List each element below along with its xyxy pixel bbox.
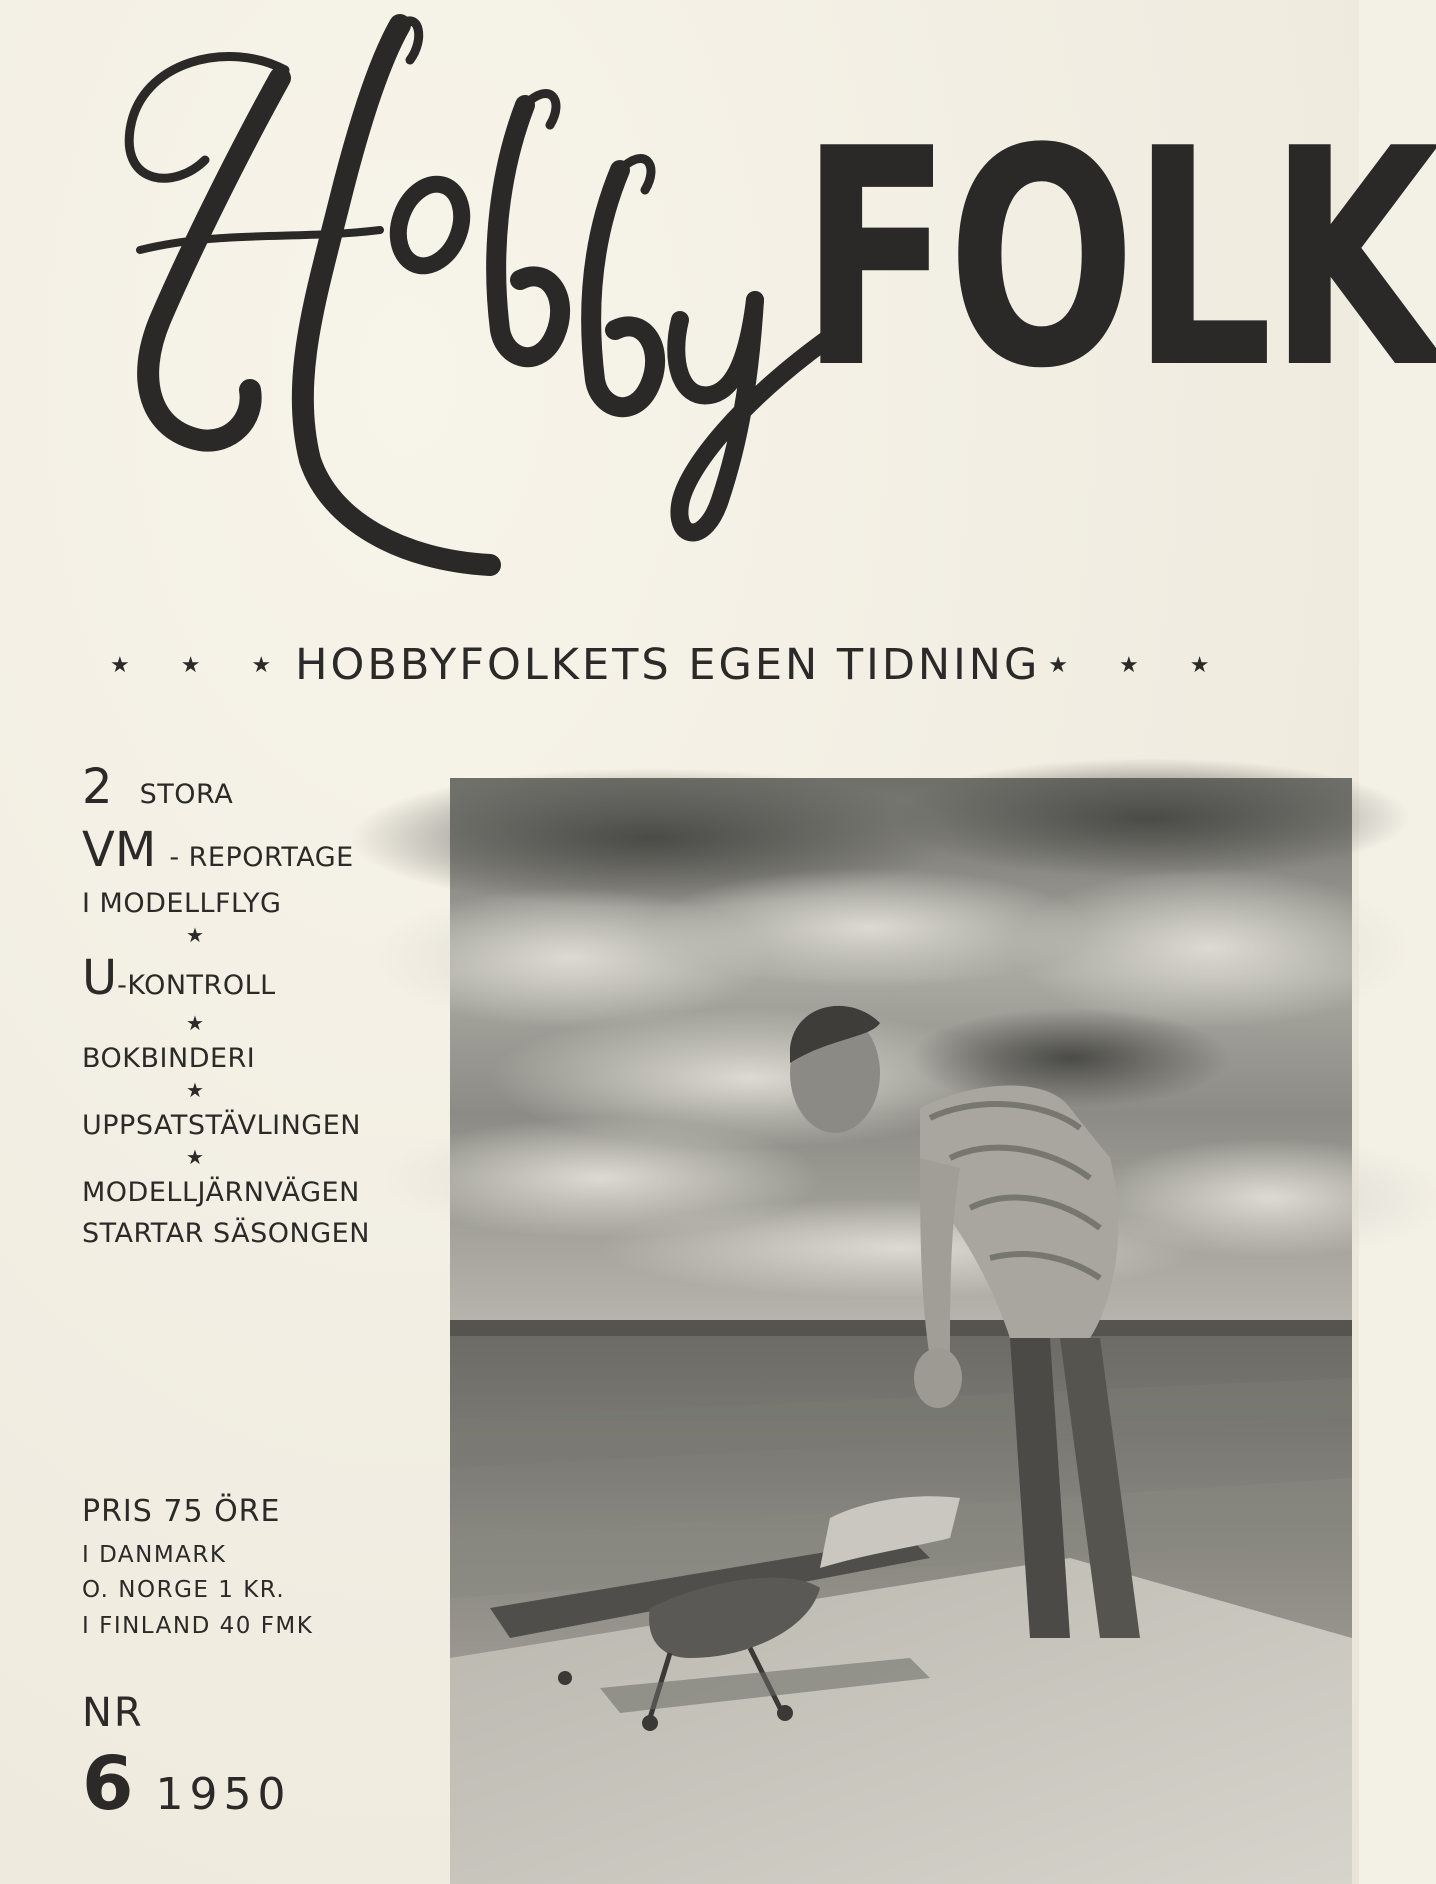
masthead (80, 0, 1436, 600)
issue-line (82, 1742, 442, 1827)
man-launching-model-airplane-photo (450, 778, 1352, 1884)
price-block (82, 1495, 442, 1644)
contents-text: -KONTROLL (117, 970, 276, 1002)
folk-wordmark: FOLK (800, 85, 1436, 434)
issue-year: 1950 (155, 1769, 292, 1820)
contents-text: STORA (139, 779, 234, 810)
contents-number: 2 (82, 759, 113, 815)
issue-label: NR (82, 1690, 144, 1736)
issue-number: 6 (82, 1741, 134, 1827)
contents-u: U (82, 950, 118, 1007)
star-separator-icon: ★ (186, 1144, 204, 1169)
contents-line-modelljarnvagen: MODELLJÄRNVÄGEN (82, 1176, 360, 1208)
cover-photo (450, 778, 1352, 1884)
contents-line-uppsatstavlingen: UPPSATSTÄVLINGEN (82, 1109, 361, 1141)
tagline (110, 640, 1250, 690)
contents-text: - REPORTAGE (169, 842, 354, 874)
star-separator-icon: ★ (186, 923, 204, 948)
issue-block (82, 1690, 442, 1827)
star-separator-icon: ★ (186, 1010, 204, 1035)
contents-line-bokbinderi: BOKBINDERI (82, 1042, 256, 1074)
tagline-stars-left: ★ ★ ★ (110, 652, 294, 678)
price-main: PRIS 75 ÖRE (82, 1494, 281, 1529)
hobby-script-logo (80, 0, 840, 600)
price-denmark: I DANMARK (82, 1541, 227, 1568)
tagline-stars-right: ★ ★ ★ (1048, 652, 1232, 678)
contents-line-modellflyg: I MODELLFLYG (82, 888, 282, 920)
price-norway: O. NORGE 1 KR. (82, 1577, 286, 1604)
star-separator-icon: ★ (186, 1077, 204, 1102)
price-finland: I FINLAND 40 FMK (82, 1612, 314, 1639)
contents-vm: VM (82, 822, 157, 879)
contents-line-startar: STARTAR SÄSONGEN (82, 1217, 370, 1249)
tagline-text: HOBBYFOLKETS EGEN TIDNING (295, 640, 1041, 690)
